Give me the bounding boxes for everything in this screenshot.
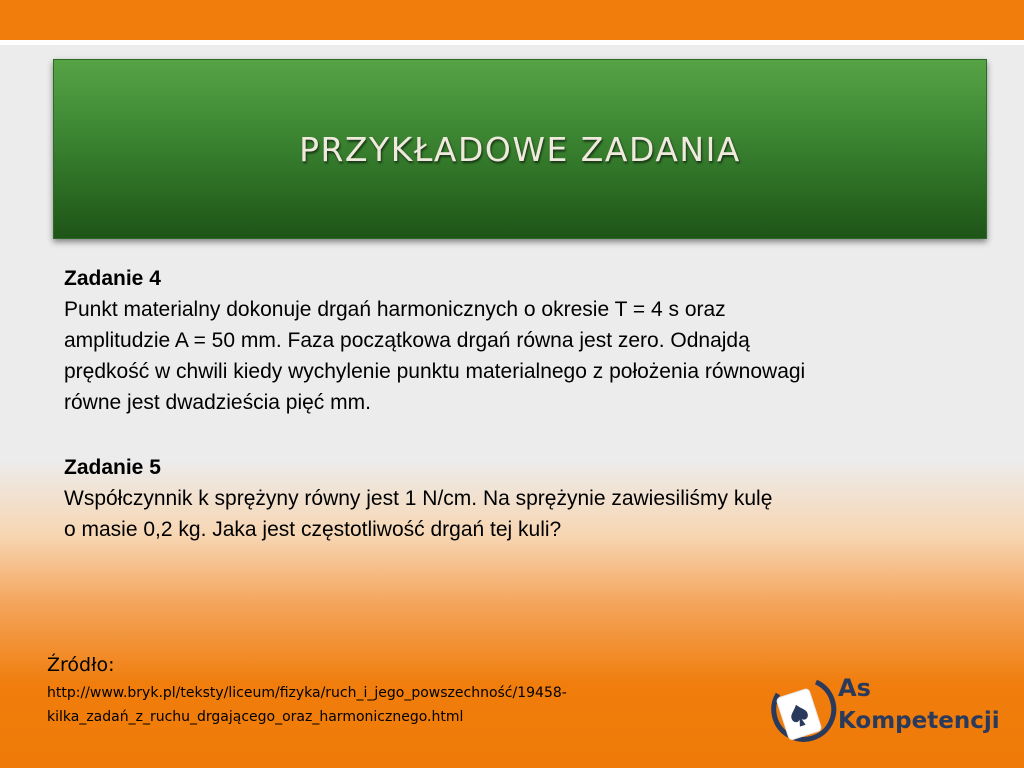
logo-text-kompetencji: Kompetencji — [838, 708, 1000, 734]
title-banner — [53, 59, 987, 239]
source-url-line-2[interactable]: kilka_zadań_z_ruchu_drgającego_oraz_harmonicznego.html — [47, 709, 464, 725]
source-label: Źródło: — [47, 654, 115, 676]
task-4-line-2: amplitudzie A = 50 mm. Faza początkowa drgań równa jest zero. Odnajdą — [64, 329, 750, 352]
tasks-content — [64, 263, 984, 545]
task-4-line-4: równe jest dwadzieścia pięć mm. — [64, 391, 371, 414]
task-4-line-1: Punkt materialny dokonuje drgań harmonicznych o okresie T = 4 s oraz — [64, 298, 726, 321]
source-url-line-1[interactable]: http://www.bryk.pl/teksty/liceum/fizyka/ruch_i_jego_powszechność/19458- — [47, 685, 567, 701]
task-spacer — [64, 418, 984, 452]
source-url-link[interactable] — [47, 681, 747, 729]
source-block — [47, 651, 747, 729]
task-4-line-3: prędkość w chwili kiedy wychylenie punktu materialnego z położenia równowagi — [64, 360, 806, 383]
slide-title: PRZYKŁADOWE ZADANIA — [299, 129, 741, 169]
logo-card-icon — [768, 672, 838, 752]
task-5-line-1: Współczynnik k sprężyny równy jest 1 N/cm. Na sprężynie zawiesiliśmy kulę — [64, 487, 773, 510]
task-5-line-2: o masie 0,2 kg. Jaka jest częstotliwość drgań tej kuli? — [64, 518, 562, 541]
logo-text-as: As — [838, 674, 871, 702]
task-4-title: Zadanie 4 — [64, 267, 161, 290]
task-5-title: Zadanie 5 — [64, 456, 161, 479]
as-kompetencji-logo — [768, 672, 1008, 752]
top-orange-bar — [0, 0, 1024, 40]
